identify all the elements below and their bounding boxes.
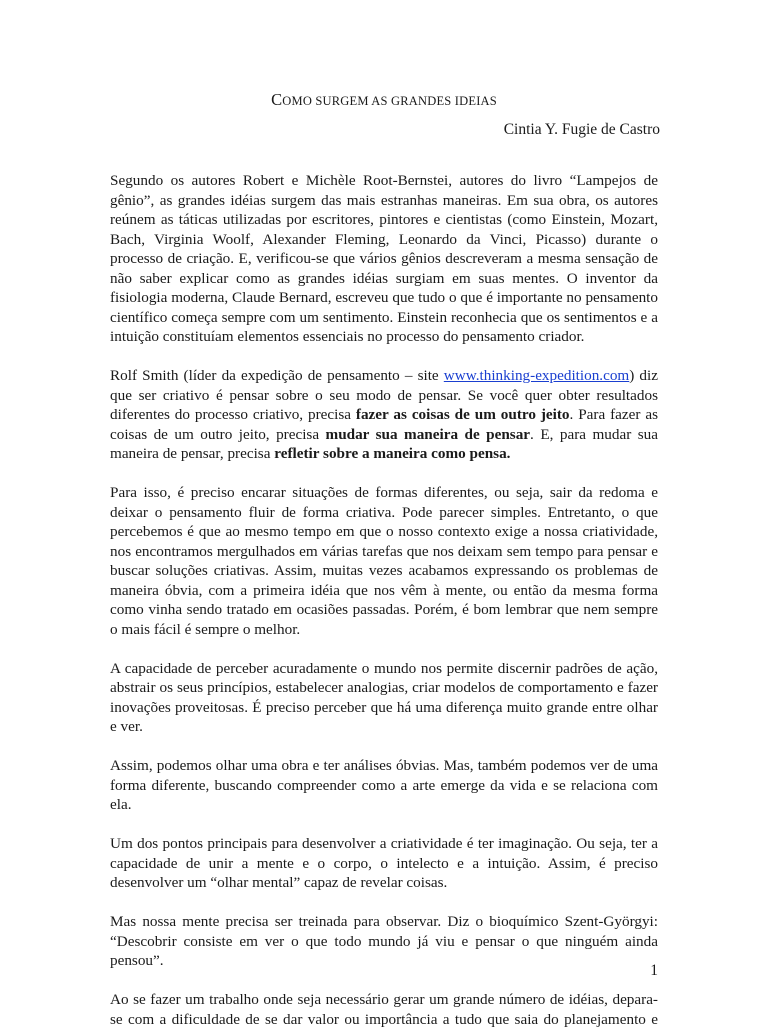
paragraph-6: Um dos pontos principais para desenvolver a criatividade é ter imaginação. Ou seja, ter a capacidade de unir a mente e o corpo, o intelecto e a intuição. Assim, é preciso desenvolver um “olhar mental” capaz de revelar coisas. (110, 835, 658, 891)
paragraph-2-bold-2: mudar sua maneira de pensar (325, 425, 531, 443)
thinking-expedition-link[interactable]: www.thinking-expedition.com (443, 367, 630, 384)
paragraph-3: Para isso, é preciso encarar situações de formas diferentes, ou seja, sair da redoma e deixar o pensamento fluir de forma criativa. Pode parecer simples. Entretanto, o que percebemos é que ao mesmo tempo em que o nosso contexto exige a nossa criatividade, nos encontramos mergulhados em várias tarefas que nos deixam sem tempo para pensar e buscar soluções criativas. Assim, muitas vezes acabamos expressando os problemas de maneira óbvia, com a primeira idéia que nos vêm à mente, ou então da mesma forma como vinha sendo tratado em ocasiões passadas. Porém, é bom lembrar que nem sempre o mais fácil é sempre o melhor. (110, 484, 658, 638)
paragraph-2-text-1: Rolf Smith (líder da expedição de pensamento – site (110, 367, 444, 384)
author-name: Cintia Y. Fugie de Castro (503, 121, 660, 138)
paragraph-2-bold-1: fazer as coisas de um outro jeito (355, 406, 570, 423)
paragraph-5: Assim, podemos olhar uma obra e ter análises óbvias. Mas, também podemos ver de uma forma diferente, buscando compreender como a arte emerge da vida e se relaciona com ela. (110, 757, 658, 813)
document-title (0, 90, 768, 110)
title-initial: C (271, 90, 283, 109)
paragraph-2-text-4: . E, para mudar sua maneira de pensar, precisa (110, 425, 658, 462)
paragraph-2-bold-3: refletir sobre a maneira como pensa. (274, 445, 511, 462)
paragraph-4: A capacidade de perceber acuradamente o mundo nos permite discernir padrões de ação, abstrair os seus princípios, estabelecer analogias, criar modelos de comportamento e fazer inovações proveitosas. É preciso perceber que há uma diferença muito grande entre olhar e ver. (110, 659, 658, 735)
paragraph-2-text-3: . Para fazer as coisas de um outro jeito, precisa (110, 406, 658, 443)
paragraph-1: Segundo os autores Robert e Michèle Root-Bernstei, autores do livro “Lampejos de gênio”, as grandes idéias surgem das mais estranhas maneiras. Em sua obra, os autores reúnem as táticas utilizadas por escritores, pintores e cientistas (como Einstein, Mozart, Bach, Virginia Woolf, Alexander Fleming, Leonardo da Vinci, Picasso) durante o processo de criação. E, verificou-se que vários gênios descreveram a mesma sensação de não saber explicar como as grandes idéias surgiam em suas mentes. O inventor da fisiologia moderna, Claude Bernard, escreveu que tudo o que é importante no pensamento científico começa sempre com um sentimento. Einstein reconhecia que os sentimentos e a intuição constituíam elementos essenciais no processo do pensamento criador. (110, 172, 658, 345)
paragraph-2-text-2: ) diz que ser criativo é pensar sobre o seu modo de pensar. Se você quer obter resultados diferentes do processo criativo, precisa (110, 367, 658, 423)
paragraph-7: Mas nossa mente precisa ser treinada para observar. Diz o bioquímico Szent-Györgyi: “Descobrir consiste em ver o que todo mundo já viu e pensar o que ninguém ainda pensou”. (110, 913, 658, 969)
title-rest: OMO SURGEM AS GRANDES IDEIAS (282, 94, 497, 108)
page-number: 1 (650, 962, 658, 979)
paragraph-8: Ao se fazer um trabalho onde seja necessário gerar um grande número de idéias, depara-se com a dificuldade de se dar valor ou importância a tudo que saia do planejamento e (110, 991, 658, 1028)
document-body (110, 171, 658, 1029)
paragraph-2 (110, 366, 658, 464)
